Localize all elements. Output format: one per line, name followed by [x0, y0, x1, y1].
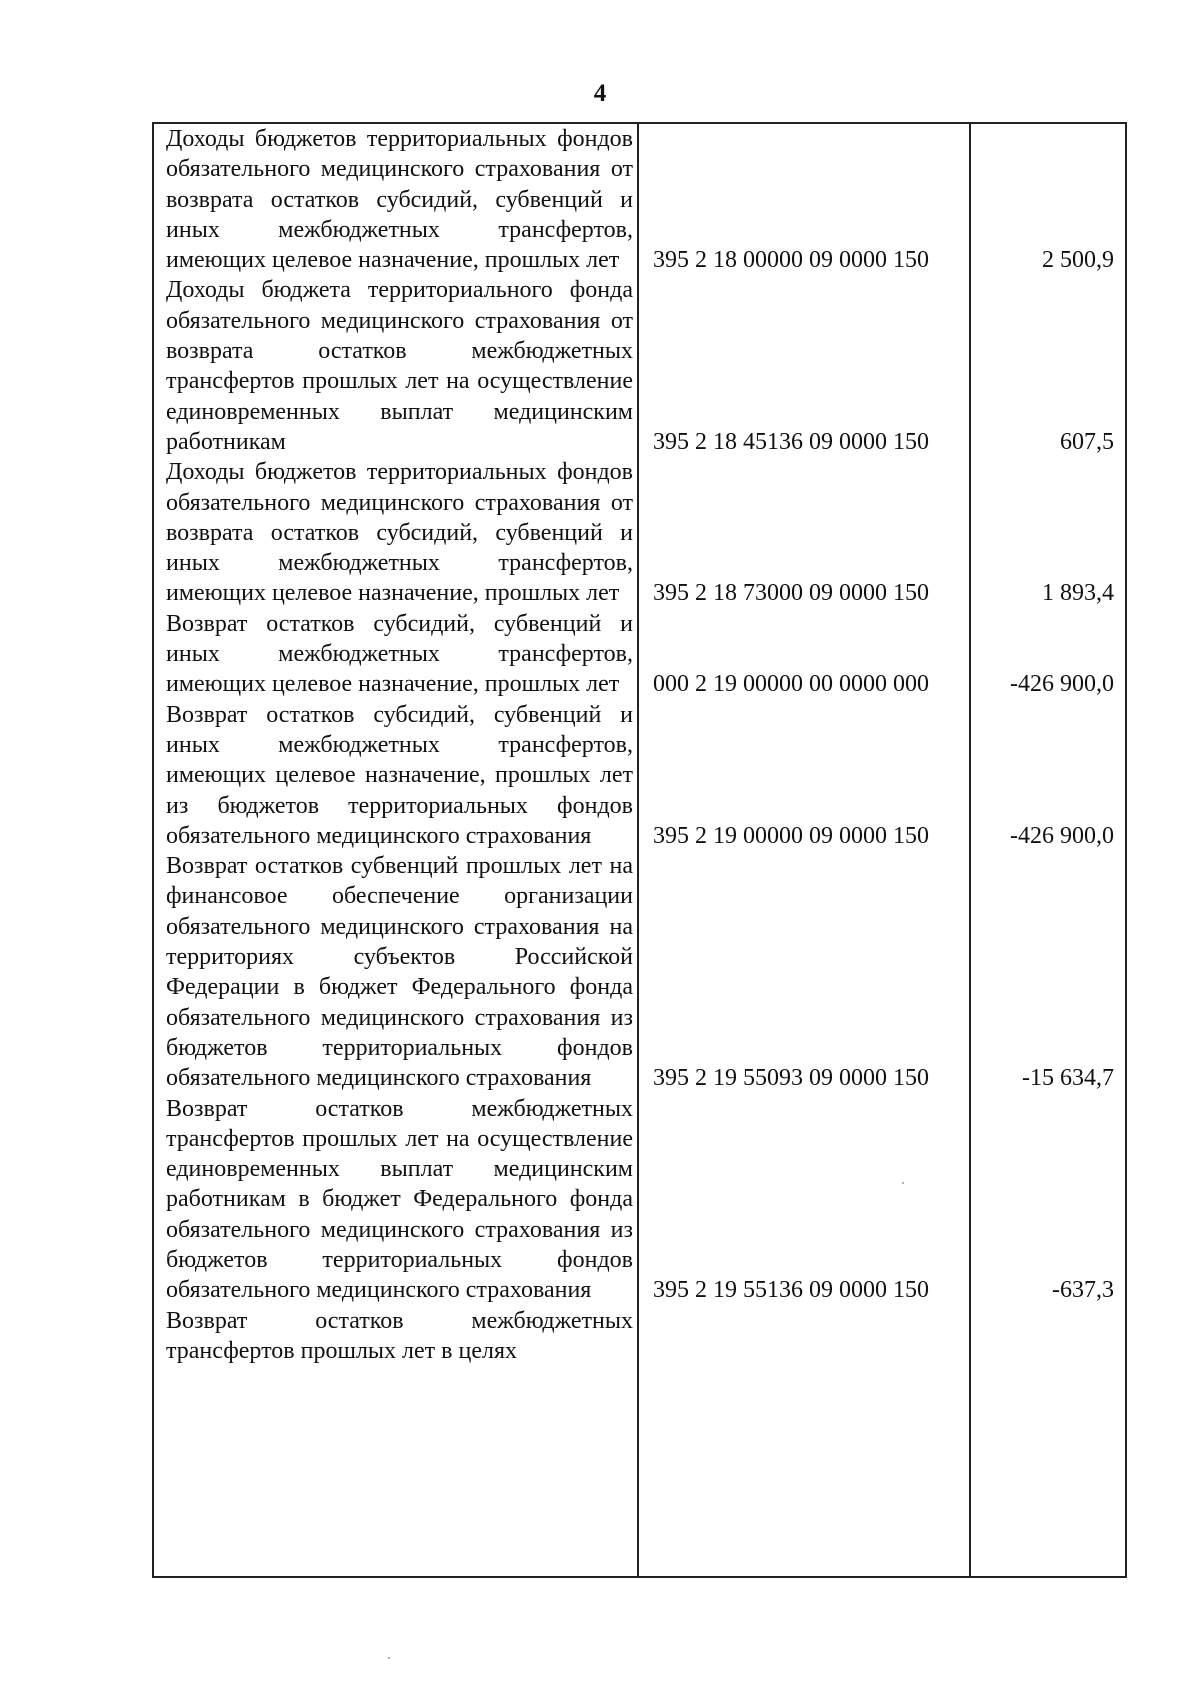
row-amount: 607,5	[1060, 428, 1114, 455]
row-description: Возврат остатков субсидий, субвенций и иных межбюджетных трансфертов, имеющих целевое назначение, прошлых лет	[166, 610, 633, 698]
row-amount: -637,3	[1052, 1277, 1114, 1304]
row-amount: -426 900,0	[1010, 671, 1114, 698]
row-code: 395 2 18 45136 09 0000 150	[653, 428, 929, 455]
row-description: Возврат остатков межбюджетных трансфертов прошлых лет на осуществление единовременных выплат медицинским работникам в бюджет Федерального фонда обязательного медицинского страхования из бюджетов территориальных фондов обязательного медицинского страхования	[166, 1095, 633, 1304]
row-code: 395 2 18 00000 09 0000 150	[653, 247, 929, 274]
row-description: Возврат остатков межбюджетных трансфертов прошлых лет в целях	[166, 1307, 633, 1364]
row-code: 395 2 18 73000 09 0000 150	[653, 580, 929, 607]
scan-speck	[902, 1182, 904, 1184]
row-description: Возврат остатков субвенций прошлых лет на финансовое обеспечение организации обязательного медицинского страхования на территориях субъектов Российской Федерации в бюджет Федерального фонда обязательного медицинского страхования из бюджетов территориальных фондов обязательного медицинского страхования	[166, 853, 633, 1092]
row-amount: 2 500,9	[1042, 247, 1114, 274]
scan-speck	[388, 1657, 390, 1659]
row-description: Доходы бюджетов территориальных фондов обязательного медицинского страхования от возврата остатков субсидий, субвенций и иных межбюджетных трансфертов, имеющих целевое назначение, прошлых лет	[166, 459, 633, 607]
row-description: Доходы бюджета территориального фонда обязательного медицинского страхования от возврата остатков межбюджетных трансфертов прошлых лет на осуществление единовременных выплат медицинским работникам	[166, 277, 633, 455]
row-amount: -426 900,0	[1010, 822, 1114, 849]
row-description: Доходы бюджетов территориальных фондов обязательного медицинского страхования от возврата остатков субсидий, субвенций и иных межбюджетных трансфертов, имеющих целевое назначение, прошлых лет	[166, 126, 633, 274]
row-code: 395 2 19 55136 09 0000 150	[653, 1277, 929, 1304]
row-description: Возврат остатков субсидий, субвенций и иных межбюджетных трансфертов, имеющих целевое назначение, прошлых лет из бюджетов территориальных фондов обязательного медицинского страхования	[166, 701, 633, 849]
row-amount: 1 893,4	[1042, 580, 1114, 607]
row-code: 395 2 19 55093 09 0000 150	[653, 1065, 929, 1092]
page-number: 4	[593, 80, 607, 107]
row-code: 395 2 19 00000 09 0000 150	[653, 822, 929, 849]
row-amount: -15 634,7	[1022, 1065, 1114, 1092]
row-code: 000 2 19 00000 00 0000 000	[653, 671, 929, 698]
